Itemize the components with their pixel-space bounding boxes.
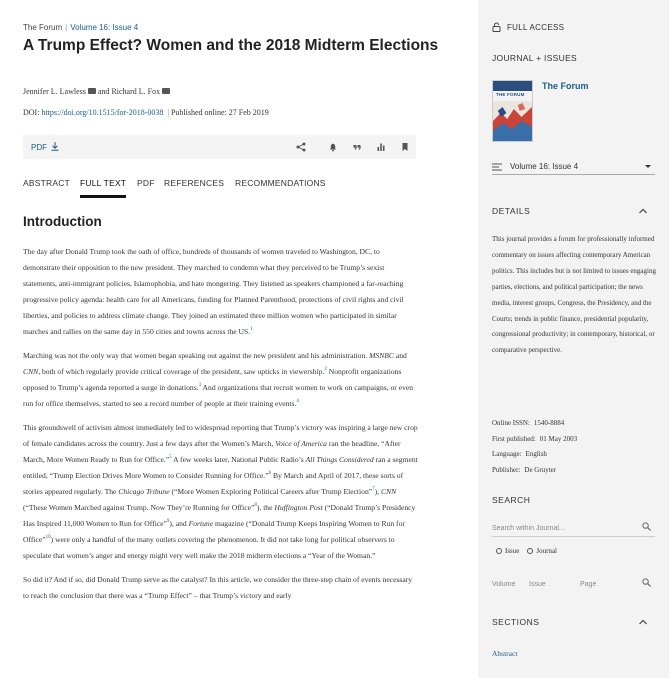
- outlet-name: MSNBC: [369, 351, 394, 360]
- breadcrumb-volume-link[interactable]: Volume 16: Issue 4: [70, 23, 139, 32]
- unlock-icon: [492, 22, 501, 32]
- radio-circle: [496, 548, 502, 554]
- breadcrumb-journal-link[interactable]: The Forum: [23, 23, 63, 32]
- download-icon: [51, 142, 59, 151]
- volume-select-value: Volume 16: Issue 4: [510, 162, 579, 171]
- journal-search-input[interactable]: [492, 519, 655, 537]
- journal-metadata: [492, 416, 660, 478]
- chevron-up-icon[interactable]: [638, 618, 648, 626]
- paragraph-text: And organizations that recruit women to work on campaigns, or even run for office themselves, started to see a record number of people at their training events.: [23, 383, 414, 408]
- footnote-link[interactable]: 5: [169, 455, 172, 460]
- footnote-link[interactable]: 8: [254, 503, 257, 508]
- paragraph-text: ran the headline, “After March, More Women Ready to Run for Office.”: [23, 439, 401, 464]
- footnote-link[interactable]: 9: [166, 519, 170, 524]
- outlet-name: Chicago Tribune: [118, 487, 170, 496]
- radio-label: Issue: [505, 547, 520, 555]
- metadata-row: [492, 463, 660, 479]
- metadata-label: Online ISSN:: [492, 419, 530, 427]
- paragraph-text: (“These Women Marched against Trump. Now They’re Running for Office”: [23, 503, 255, 512]
- share-icon[interactable]: [293, 139, 309, 155]
- paragraph-text: (“More Women Exploring Political Careers after Trump Election”: [169, 487, 373, 496]
- paragraph-text: ),: [374, 487, 381, 496]
- breadcrumb-separator: |: [65, 23, 68, 32]
- envelope-icon[interactable]: [162, 88, 170, 94]
- citation-search-fields: [492, 578, 655, 594]
- metadata-value: 01 May 2003: [539, 434, 578, 443]
- outlet-name: All Things Considered: [305, 455, 374, 464]
- outlet-name: CNN: [380, 487, 397, 496]
- bar-chart-icon[interactable]: [373, 139, 389, 155]
- outlet-name: Fortune: [188, 519, 214, 528]
- doi-line: [23, 108, 269, 117]
- issue-field[interactable]: Issue: [529, 581, 546, 588]
- metadata-row: [492, 416, 660, 432]
- paragraph-text: This groundswell of activism almost immediately led to widespread reporting that Trump’s victory was inspiring a large new crop of female candidates across the country. Just a few days after the Women’s March,: [23, 423, 418, 448]
- metadata-label: Language:: [492, 450, 522, 458]
- sidebar: [478, 0, 669, 678]
- bell-icon[interactable]: [325, 139, 341, 155]
- article-body: [23, 244, 418, 612]
- full-access-indicator: [492, 22, 564, 32]
- radio-label: Journal: [536, 547, 557, 555]
- journal-description: This journal provides a forum for professionally informed commentary on issues affecting contemporary American politics. This includes but is not limited to issues engaging parties, elections, and political participation; the news media, interest groups, Congress, the Presidency, and the Courts; trends in public finance, presidential popularity, congressional productivity; in contemporary, historical, or comparative perspective.: [492, 235, 656, 355]
- footnote-link[interactable]: 10: [45, 535, 51, 540]
- paragraph: So did it? And if so, did Donald Trump serve as the catalyst? In this article, we consider the three-step chain of events necessary to reach the conclusion that there was a “Trump Effect” – that Trump’s victory and early: [23, 575, 413, 600]
- caret-down-icon: [645, 165, 651, 168]
- cover-artwork: [493, 101, 532, 142]
- search-scope-radios: [496, 547, 557, 555]
- paragraph-text: ), the: [256, 503, 275, 512]
- outlet-name: Huffington Post: [274, 503, 323, 512]
- paragraph-text: By March and April of 2017, these sorts of stories appeared regularly. The: [23, 471, 404, 496]
- outlet-name: Voice of America: [275, 439, 327, 448]
- paragraph-text: ) were only a handful of the many outlets covering the phenomenon. It did not take long for political observers to speculate that women’s anger and energy might very well make the 2018 midterm elections a “Year of the Woman.”: [23, 535, 395, 560]
- paragraph-text: A few weeks later, National Public Radio’s: [171, 455, 306, 464]
- footnote-link[interactable]: 6: [268, 471, 272, 476]
- bookmark-icon[interactable]: [397, 139, 413, 155]
- chevron-up-icon[interactable]: [638, 207, 648, 215]
- tab-full-text[interactable]: FULL TEXT: [80, 178, 127, 188]
- search-icon[interactable]: [642, 578, 651, 587]
- radio-issue[interactable]: [496, 547, 519, 555]
- footnote-link[interactable]: 3: [198, 383, 202, 388]
- search-heading: SEARCH: [492, 495, 531, 505]
- envelope-icon[interactable]: [88, 88, 96, 94]
- paragraph: [23, 348, 418, 412]
- full-access-label: FULL ACCESS: [507, 23, 565, 32]
- metadata-label: First published:: [492, 434, 536, 443]
- footnote-link[interactable]: 2: [324, 367, 327, 372]
- radio-journal[interactable]: [527, 547, 557, 555]
- volume-select[interactable]: [492, 160, 655, 175]
- tab-abstract[interactable]: ABSTRACT: [23, 178, 70, 188]
- paragraph-text: (“Donald Trump’s Presidency Has Inspired 11,000 Women to Run for Office”: [23, 503, 416, 528]
- search-placeholder: Search within Journal...: [492, 525, 565, 532]
- journal-link[interactable]: The Forum: [542, 81, 589, 91]
- paragraph-text: , both of which regularly provide critical coverage of the president, saw upticks in viewership.: [38, 367, 325, 376]
- paragraph-text: ran a segment entitled, “Trump Election Drives More Women to Consider Running for Office.”: [23, 455, 418, 480]
- tab-references[interactable]: REFERENCES: [164, 178, 225, 188]
- list-icon: [492, 163, 502, 171]
- metadata-value: English: [525, 450, 547, 458]
- metadata-value: De Gruyter: [524, 465, 557, 474]
- paragraph-text: magazine (“Donald Trump Keeps Inspiring Women to Run for Office”: [23, 519, 405, 544]
- tab-recommendations[interactable]: RECOMMENDATIONS: [235, 178, 326, 188]
- quote-icon[interactable]: [349, 139, 365, 155]
- paragraph-text: ), and: [169, 519, 189, 528]
- cover-caption: THE FORUM: [496, 92, 525, 97]
- paragraph: [23, 244, 418, 340]
- journal-issues-heading: JOURNAL + ISSUES: [492, 53, 578, 63]
- paragraph-text: and: [393, 351, 407, 360]
- footnote-link[interactable]: 4: [296, 399, 299, 404]
- footnote-link[interactable]: 1: [250, 327, 253, 332]
- published-date: Published online: 27 Feb 2019: [170, 108, 269, 117]
- author-name[interactable]: Richard L. Fox: [111, 87, 161, 96]
- tab-pdf[interactable]: PDF: [137, 178, 155, 188]
- author-name[interactable]: Jennifer L. Lawless: [23, 87, 86, 96]
- footnote-link[interactable]: 7: [372, 487, 375, 492]
- author-list: [23, 87, 170, 96]
- pdf-label: PDF: [31, 143, 47, 152]
- paragraph-text: Nonprofit organizations opposed to Trump’s agenda reported a surge in donations.: [23, 367, 402, 392]
- doi-separator: |: [167, 108, 169, 117]
- radio-circle: [527, 548, 533, 554]
- breadcrumb: [23, 23, 138, 32]
- pdf-download-button[interactable]: [31, 142, 59, 152]
- metadata-row: [492, 432, 660, 448]
- author-conjunction: and: [97, 87, 110, 96]
- search-icon[interactable]: [642, 522, 651, 531]
- page-field[interactable]: Page: [580, 581, 597, 588]
- section-heading: Introduction: [23, 214, 102, 229]
- doi-label: DOI:: [23, 108, 40, 117]
- article-title: A Trump Effect? Women and the 2018 Midterm Elections: [23, 37, 439, 54]
- section-link-abstract[interactable]: Abstract: [492, 649, 518, 658]
- cover-band: [493, 81, 532, 91]
- paragraph-text: The day after Donald Trump took the oath of office, hundreds of thousands of women traveled to Washington, DC, to demonstrate their opposition to the new president. They marched to condemn what they perceived to be Trump’s sexist statements, anti-immigrant policies, Islamophobia, and hate mongering. They listened as speakers championed a far-reaching progressive policy agenda: health care for all Americans, funding for Planned Parenthood, protections of civil rights and civil liberties, and policies to address climate change. They joined an estimated three million women who participated in similar marches and rallies on the same day in 550 cities and towns across the US.: [23, 247, 404, 336]
- sections-heading[interactable]: SECTIONS: [492, 617, 540, 627]
- doi-link[interactable]: https://doi.org/10.1515/for-2018-0038: [41, 108, 164, 117]
- journal-cover-image[interactable]: [492, 80, 533, 142]
- metadata-value: 1540-8884: [533, 419, 565, 427]
- outlet-name: CNN: [23, 367, 39, 376]
- metadata-label: Publisher:: [492, 465, 521, 474]
- volume-field[interactable]: Volume: [492, 581, 516, 588]
- paragraph: [23, 420, 418, 564]
- article-toolbar: [23, 135, 416, 159]
- paragraph-text: Marching was not the only way that women began speaking out against the new president and his administration.: [23, 351, 370, 360]
- details-heading[interactable]: DETAILS: [492, 206, 531, 216]
- metadata-row: [492, 447, 660, 463]
